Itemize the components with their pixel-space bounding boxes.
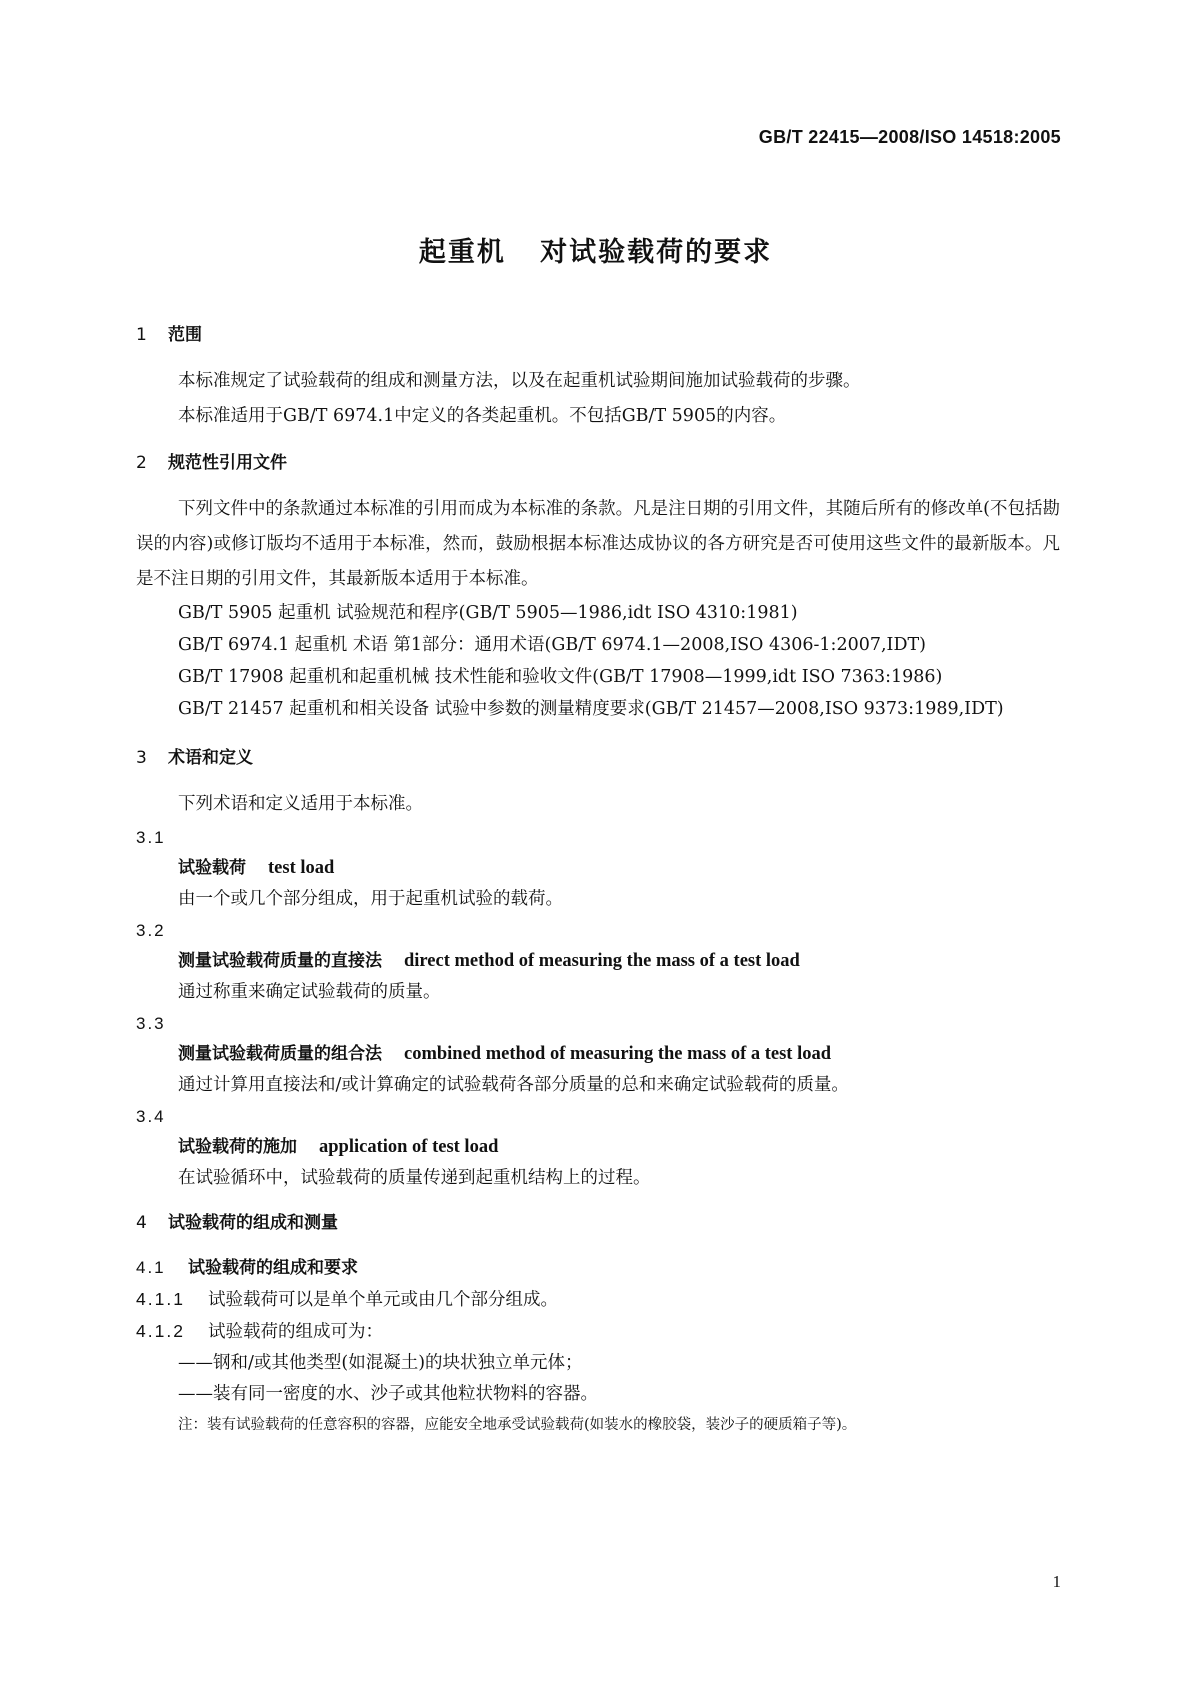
term-name (178, 1039, 1060, 1070)
clause-number: 4.1.2 (136, 1321, 185, 1341)
clause (136, 1316, 1060, 1348)
section-heading-3 (136, 745, 1060, 771)
section-number: 1 (136, 325, 147, 345)
document-body (136, 322, 1060, 1440)
term-number: 3.2 (136, 921, 166, 940)
dash-list-item: ——钢和/或其他类型(如混凝土)的块状独立单元体； (178, 1353, 583, 1373)
term-name-en: test load (268, 858, 335, 878)
subsection-number: 4.1 (136, 1258, 166, 1277)
term-name (178, 853, 1060, 884)
reference-item: GB/T 5905 起重机 试验规范和程序(GB/T 5905—1986,idt ISO 4310:1981) (178, 603, 798, 623)
term-definition: 通过计算用直接法和/或计算确定的试验载荷各部分质量的总和来确定试验载荷的质量。 (178, 1075, 849, 1095)
note: 注：装有试验载荷的任意容积的容器，应能安全地承受试验载荷(如装水的橡胶袋，装沙子的硬质箱子等)。 (178, 1417, 857, 1433)
clause-text: 试验载荷可以是单个单元或由几个部分组成。 (208, 1290, 558, 1310)
section-title: 范围 (168, 325, 202, 345)
term-name-en: direct method of measuring the mass of a test load (404, 951, 800, 971)
term-name (178, 946, 1060, 977)
section-number: 4 (136, 1213, 147, 1233)
term-name-zh: 测量试验载荷质量的直接法 (178, 951, 382, 971)
clause-text: 试验载荷的组成可为： (208, 1322, 383, 1342)
term-number: 3.4 (136, 1107, 166, 1126)
subsection-heading (136, 1252, 1060, 1284)
section-title: 术语和定义 (168, 748, 253, 768)
term-name-zh: 试验载荷的施加 (178, 1137, 297, 1157)
term-name-zh: 试验载荷 (178, 858, 246, 878)
dash-list-item: ——装有同一密度的水、沙子或其他粒状物料的容器。 (178, 1384, 598, 1404)
reference-item: GB/T 21457 起重机和相关设备 试验中参数的测量精度要求(GB/T 21457—2008,ISO 9373:1989,IDT) (178, 699, 1004, 719)
term-name-en: application of test load (319, 1137, 499, 1157)
section-heading-2 (136, 450, 1060, 476)
section-heading-4 (136, 1210, 1060, 1236)
page-number: 1 (1052, 1572, 1061, 1591)
term-definition: 在试验循环中，试验载荷的质量传递到起重机结构上的过程。 (178, 1168, 651, 1188)
term-definition: 通过称重来确定试验载荷的质量。 (178, 982, 441, 1002)
section-number: 3 (136, 748, 147, 768)
paragraph: 本标准适用于GB/T 6974.1中定义的各类起重机。不包括GB/T 5905的内容。 (178, 406, 787, 426)
section-title: 试验载荷的组成和测量 (168, 1213, 338, 1233)
reference-item: GB/T 17908 起重机和起重机械 技术性能和验收文件(GB/T 17908—1999,idt ISO 7363:1986) (178, 667, 943, 687)
subsection-title: 试验载荷的组成和要求 (188, 1258, 358, 1278)
term-name-zh: 测量试验载荷质量的组合法 (178, 1044, 382, 1064)
reference-item: GB/T 6974.1 起重机 术语 第1部分：通用术语(GB/T 6974.1—2008,ISO 4306-1:2007,IDT) (178, 635, 926, 655)
paragraph: 下列文件中的条款通过本标准的引用而成为本标准的条款。凡是注日期的引用文件，其随后所有的修改单(不包括勘误的内容)或修订版均不适用于本标准，然而，鼓励根据本标准达成协议的各方研究是否可使用这些文件的最新版本。凡是不注日期的引用文件，其最新版本适用于本标准。 (136, 499, 1060, 589)
term-name-en: combined method of measuring the mass of a test load (404, 1044, 832, 1064)
term-name (178, 1132, 1060, 1163)
clause (136, 1284, 1060, 1316)
section-heading-1 (136, 322, 1060, 348)
document-title: 起重机 对试验载荷的要求 (418, 237, 773, 268)
standard-code: GB/T 22415—2008/ISO 14518:2005 (758, 127, 1061, 147)
section-number: 2 (136, 453, 147, 473)
clause-number: 4.1.1 (136, 1289, 185, 1309)
term-definition: 由一个或几个部分组成，用于起重机试验的载荷。 (178, 889, 563, 909)
section-title: 规范性引用文件 (168, 453, 287, 473)
term-number: 3.3 (136, 1014, 166, 1033)
paragraph: 下列术语和定义适用于本标准。 (178, 794, 423, 814)
paragraph: 本标准规定了试验载荷的组成和测量方法，以及在起重机试验期间施加试验载荷的步骤。 (178, 371, 861, 391)
term-number: 3.1 (136, 828, 166, 847)
